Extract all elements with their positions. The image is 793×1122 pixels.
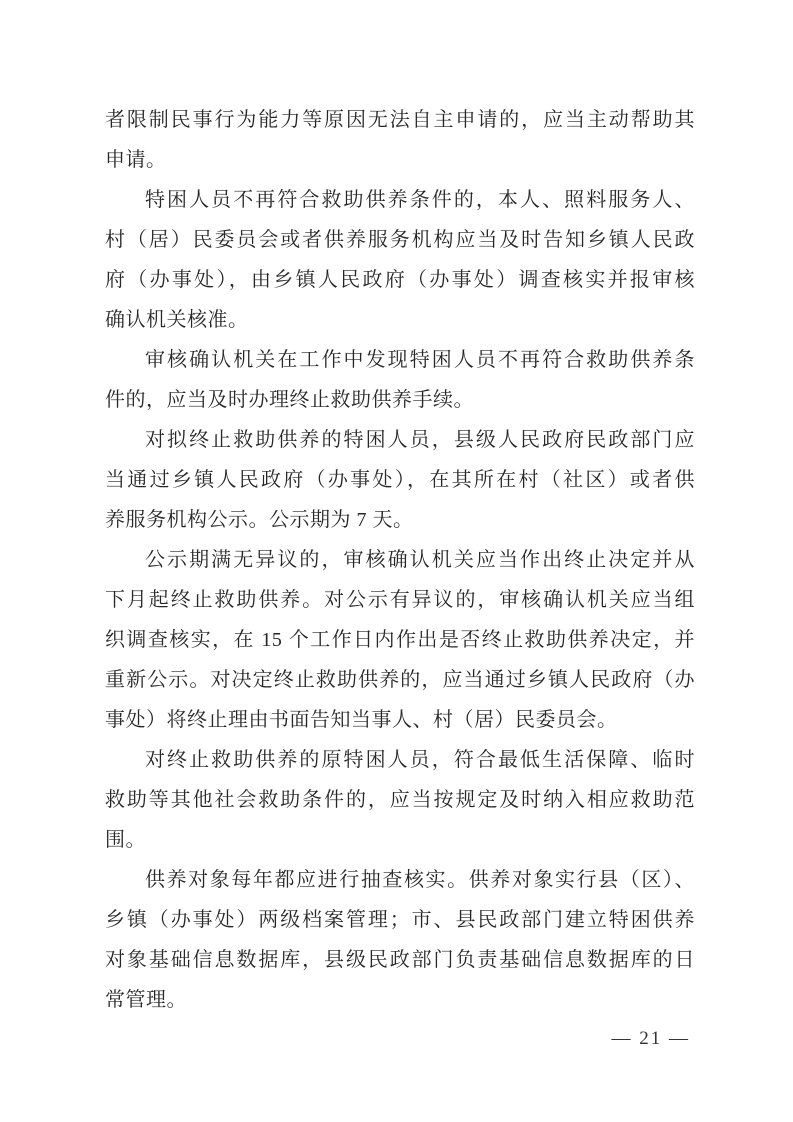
text-line: 当通过乡镇人民政府（办事处），在其所在村（社区）或者供 <box>105 469 695 491</box>
text-line: 审核确认机关在工作中发现特困人员不再符合救助供养条 <box>145 349 695 371</box>
text-line: 府（办事处），由乡镇人民政府（办事处）调查核实并报审核 <box>105 269 695 291</box>
paragraph <box>105 340 695 420</box>
paragraph <box>105 100 695 180</box>
text-line: 特困人员不再符合救助供养条件的，本人、照料服务人、 <box>145 189 695 211</box>
text-line: 事处）将终止理由书面告知当事人、村（居）民委员会。 <box>105 709 618 731</box>
text-line: 公示期满无异议的，审核确认机关应当作出终止决定并从 <box>145 549 695 571</box>
paragraph <box>105 540 695 740</box>
text-line: 下月起终止救助供养。对公示有异议的，审核确认机关应当组 <box>105 589 695 611</box>
text-line: 申请。 <box>105 149 167 171</box>
text-line: 对拟终止救助供养的特困人员，县级人民政府民政部门应 <box>145 429 695 451</box>
text-line: 件的，应当及时办理终止救助供养手续。 <box>105 389 474 411</box>
paragraph <box>105 740 695 860</box>
text-line: 乡镇（办事处）两级档案管理；市、县民政部门建立特困供养 <box>105 909 695 931</box>
text-line: 者限制民事行为能力等原因无法自主申请的，应当主动帮助其 <box>105 109 695 131</box>
text-line: 村（居）民委员会或者供养服务机构应当及时告知乡镇人民政 <box>105 229 695 251</box>
text-line: 供养对象每年都应进行抽查核实。供养对象实行县（区）、 <box>145 869 695 891</box>
text-line: 常管理。 <box>105 989 187 1011</box>
text-line: 救助等其他社会救助条件的，应当按规定及时纳入相应救助范 <box>105 789 695 811</box>
page-number: — 21 — <box>611 1028 690 1049</box>
text-line: 织调查核实，在 15 个工作日内作出是否终止救助供养决定，并 <box>105 629 695 651</box>
text-line: 对终止救助供养的原特困人员，符合最低生活保障、临时 <box>145 749 695 771</box>
text-line: 围。 <box>105 829 146 851</box>
paragraph <box>105 420 695 540</box>
text-block <box>105 100 695 1020</box>
paragraph <box>105 860 695 1020</box>
text-line: 重新公示。对决定终止救助供养的，应当通过乡镇人民政府（办 <box>105 669 695 691</box>
text-line: 对象基础信息数据库，县级民政部门负责基础信息数据库的日 <box>105 949 695 971</box>
text-line: 确认机关核准。 <box>105 309 249 331</box>
paragraph <box>105 180 695 340</box>
text-line: 养服务机构公示。公示期为 7 天。 <box>105 509 414 531</box>
